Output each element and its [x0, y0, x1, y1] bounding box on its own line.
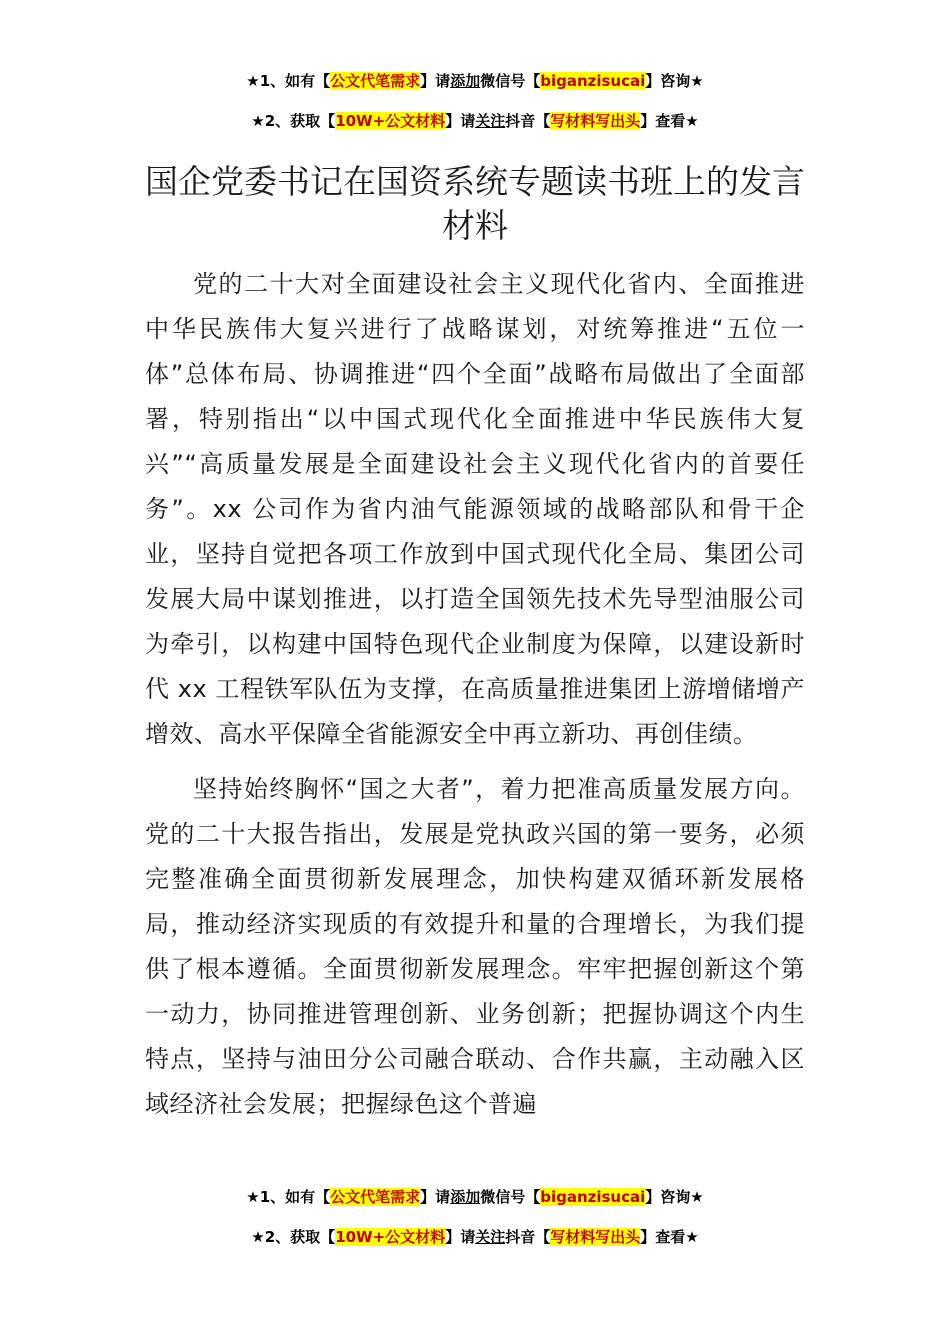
promo-text: 微信号【: [480, 1188, 541, 1206]
promo-text: 】请: [445, 112, 476, 130]
promo-highlight-douyin-account: 写材料写出头: [550, 112, 641, 130]
document-body: [145, 262, 805, 1127]
footer-promo-line-1: [0, 1186, 950, 1208]
promo-text: 】请: [420, 72, 451, 90]
header-promo-line-1: [0, 70, 950, 92]
promo-suffix: 】咨询★: [645, 72, 704, 90]
promo-highlight-service: 公文代笔需求: [330, 1188, 421, 1206]
promo-text: 抖音【: [505, 1228, 551, 1246]
promo-prefix: ★2、获取【: [251, 112, 336, 130]
promo-underlined-add: 添加: [450, 1188, 481, 1206]
promo-prefix: ★1、如有【: [246, 72, 331, 90]
promo-suffix: 】咨询★: [645, 1188, 704, 1206]
promo-text: 抖音【: [505, 112, 551, 130]
promo-highlight-service: 公文代笔需求: [330, 72, 421, 90]
body-paragraph-2: 坚持始终胸怀“国之大者”，着力把准高质量发展方向。党的二十大报告指出，发展是党执政兴国的第一要务，必须完整准确全面贯彻新发展理念，加快构建双循环新发展格局，推动经济实现质的有效提升和量的合理增长，为我们提供了根本遵循。全面贯彻新发展理念。牢牢把握创新这个第一动力，协同推进管理创新、业务创新；把握协调这个内生特点，坚持与油田分公司融合联动、合作共赢，主动融入区域经济社会发展；把握绿色这个普遍: [145, 775, 805, 1118]
promo-text: 】请: [420, 1188, 451, 1206]
footer-promo-line-2: [0, 1226, 950, 1248]
promo-prefix: ★2、获取【: [251, 1228, 336, 1246]
document-title: 国企党委书记在国资系统专题读书班上的发言材料: [145, 162, 805, 245]
promo-underlined-add: 添加: [450, 72, 481, 90]
promo-highlight-wechat-id: biganzisucai: [540, 1188, 646, 1206]
promo-highlight-materials: 10W+公文材料: [335, 112, 446, 130]
promo-highlight-materials: 10W+公文材料: [335, 1228, 446, 1246]
promo-underlined-follow: 关注: [475, 112, 506, 130]
promo-highlight-wechat-id: biganzisucai: [540, 72, 646, 90]
promo-suffix: 】查看★: [640, 112, 699, 130]
body-paragraph-1: 党的二十大对全面建设社会主义现代化省内、全面推进中华民族伟大复兴进行了战略谋划，对统筹推进“五位一体”总体布局、协调推进“四个全面”战略布局做出了全面部署，特别指出“以中国式现代化全面推进中华民族伟大复兴”“高质量发展是全面建设社会主义现代化省内的首要任务”。xx 公司作为省内油气能源领域的战略部队和骨干企业，坚持自觉把各项工作放到中国式现代化全局、集团公司发展大局中谋划推进，以打造全国领先技术先导型油服公司为牵引，以构建中国特色现代企业制度为保障，以建设新时代 xx 工程铁军队伍为支撑，在高质量推进集团上游增储增产增效、高水平保障全省能源安全中再立新功、再创佳绩。: [145, 270, 805, 748]
promo-prefix: ★1、如有【: [246, 1188, 331, 1206]
promo-underlined-follow: 关注: [475, 1228, 506, 1246]
promo-suffix: 】查看★: [640, 1228, 699, 1246]
promo-text: 微信号【: [480, 72, 541, 90]
header-promo-line-2: [0, 110, 950, 132]
promo-highlight-douyin-account: 写材料写出头: [550, 1228, 641, 1246]
promo-text: 】请: [445, 1228, 476, 1246]
